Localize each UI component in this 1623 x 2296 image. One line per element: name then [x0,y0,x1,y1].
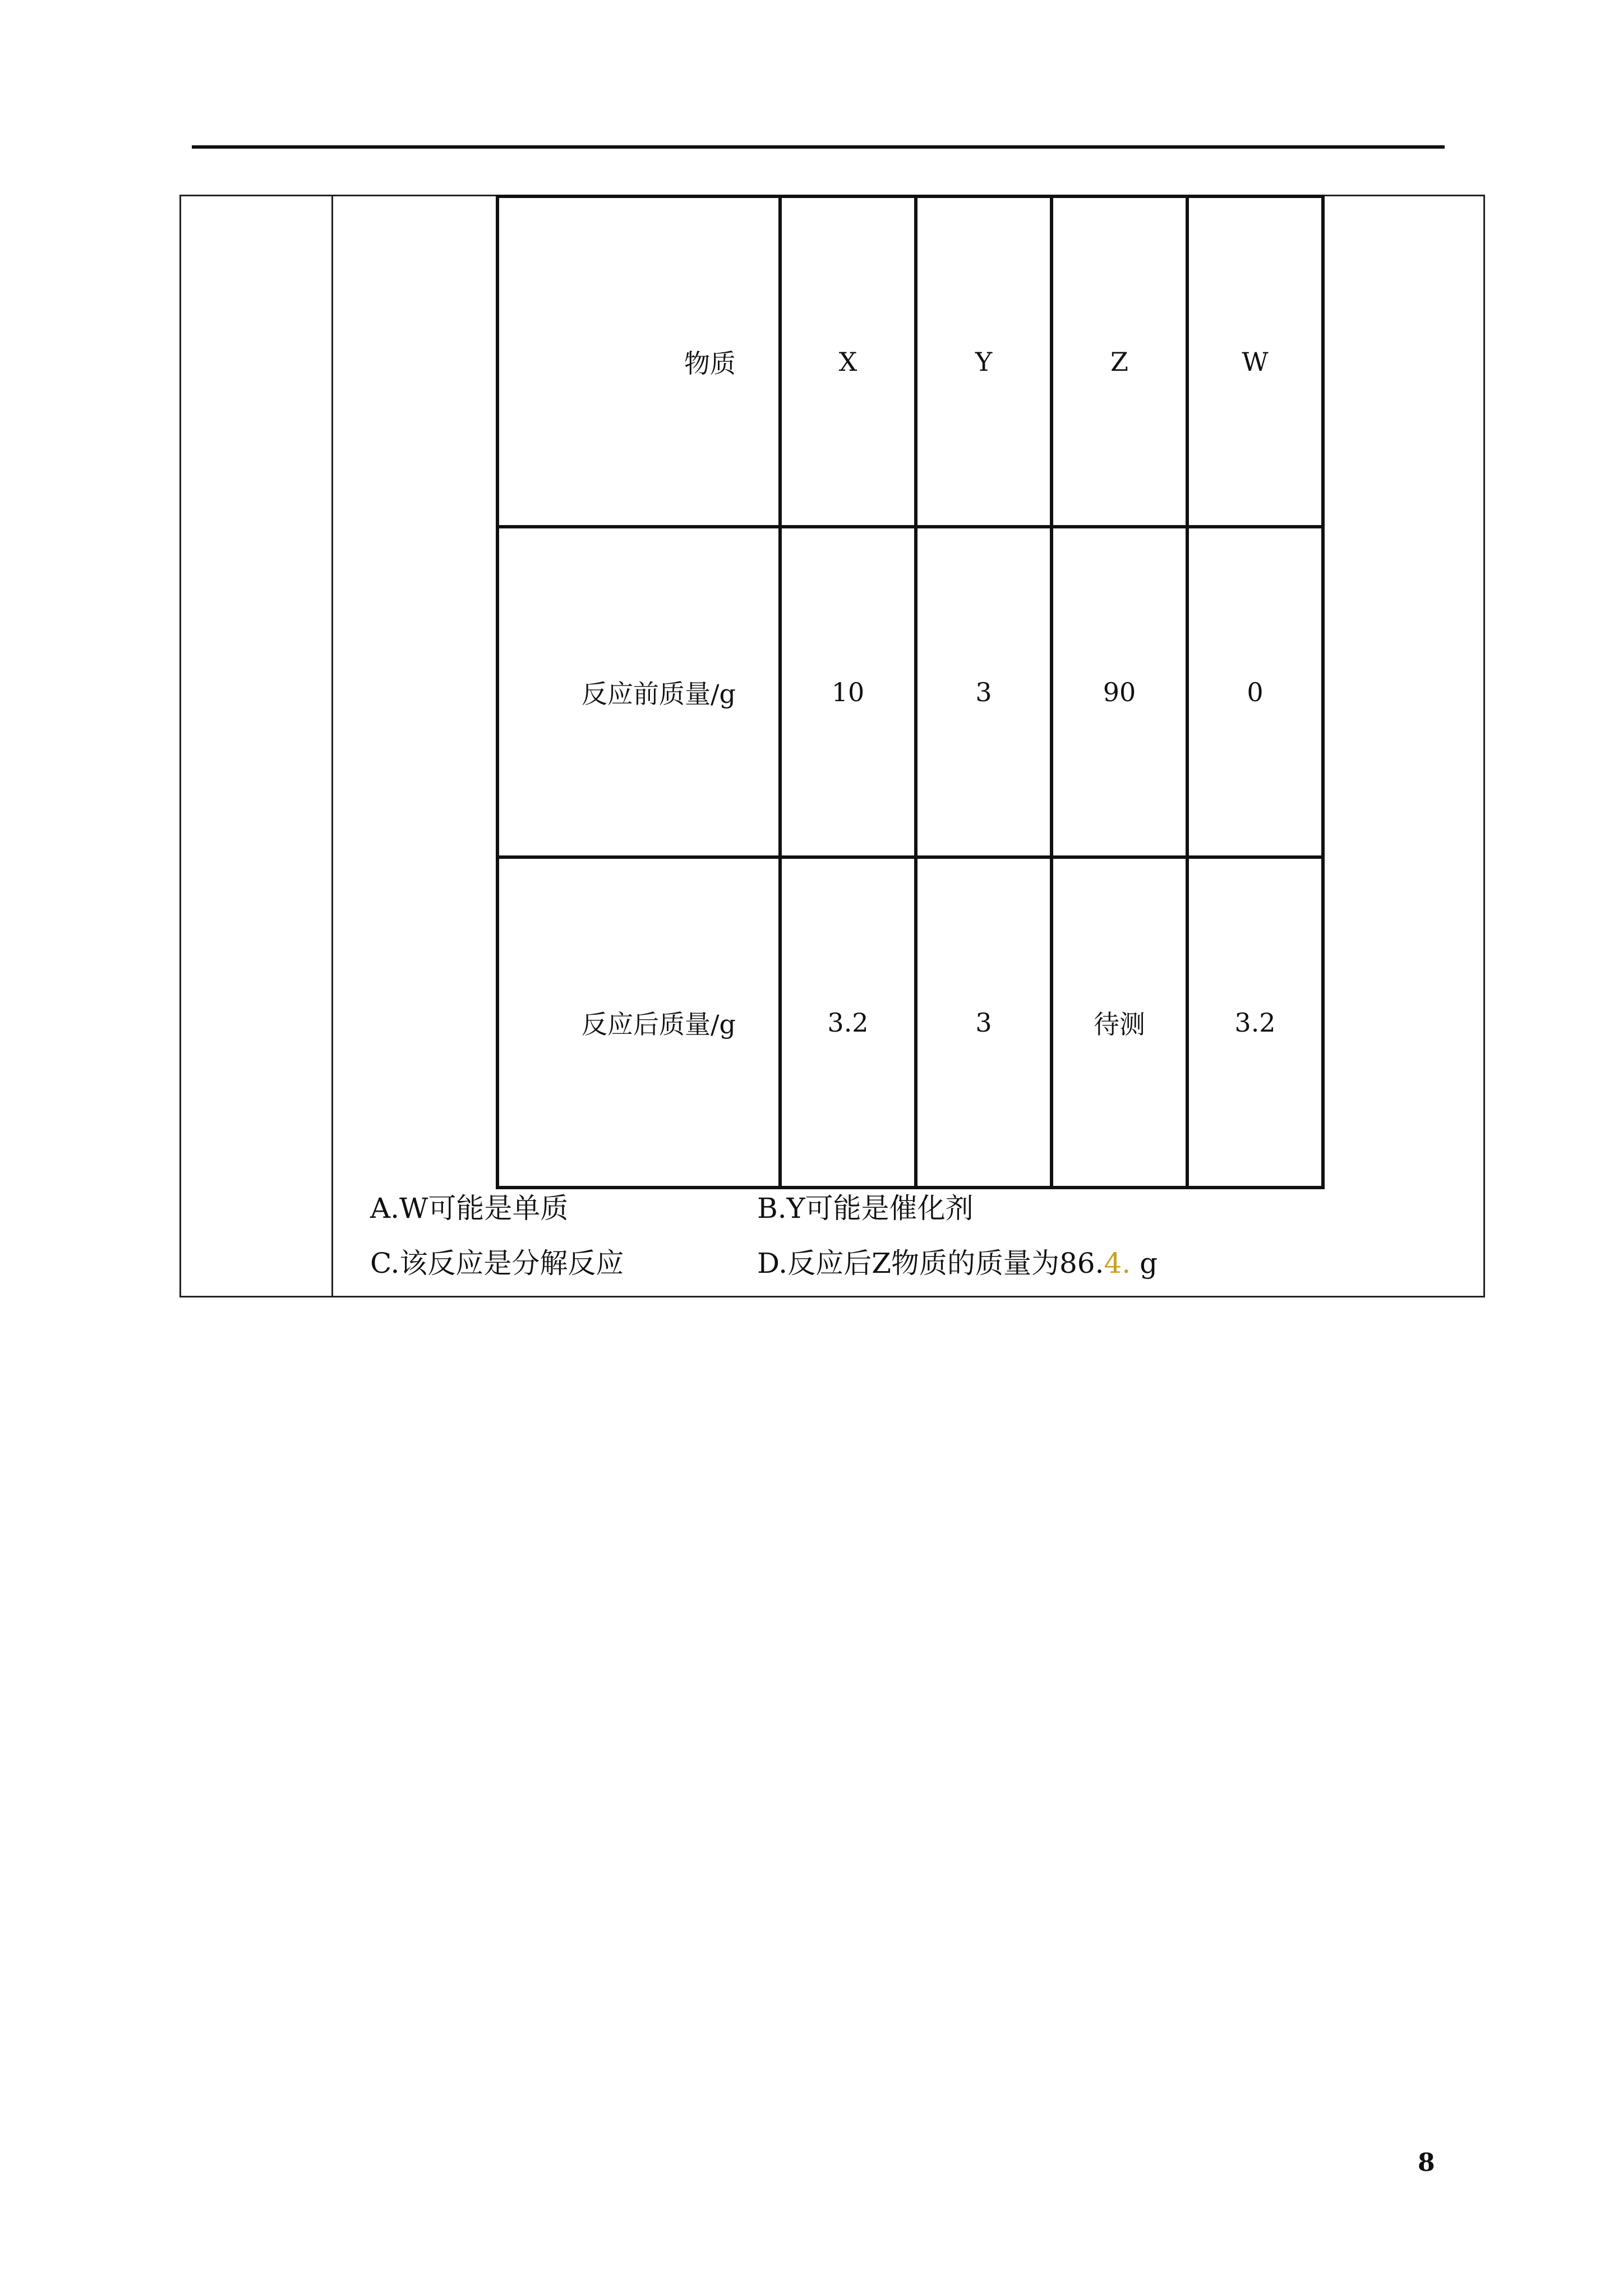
page-number: 8 [1418,2148,1435,2177]
header-cell: W [1187,196,1323,527]
table-header-row [497,196,1323,527]
header-cell: Y [916,196,1052,527]
option-a: A.W可能是单质 [370,1192,569,1225]
option-d-text: D.反应后Z物质的质量为86. [757,1247,1104,1280]
table-cell: 0 [1187,527,1323,857]
option-d-decimal: 4. [1104,1247,1131,1280]
option-b: B.Y可能是催化剂 [757,1192,974,1225]
option-d-unit: g [1131,1247,1158,1280]
option-c: C.该反应是分解反应 [370,1247,624,1280]
table-row [497,857,1323,1188]
header-cell: X [780,196,916,527]
row-label: 反应前质量/g [497,527,780,857]
header-rule [192,145,1445,149]
header-cell: Z [1052,196,1187,527]
table-cell: 待测 [1052,857,1187,1188]
option-d [757,1246,1158,1280]
frame-divider [331,196,333,1296]
table-cell: 3 [916,527,1052,857]
table-cell: 10 [780,527,916,857]
table-cell: 3 [916,857,1052,1188]
table-cell: 90 [1052,527,1187,857]
header-cell: 物质 [497,196,780,527]
mass-table [496,195,1325,1189]
table-row [497,527,1323,857]
table-cell: 3.2 [780,857,916,1188]
table-cell: 3.2 [1187,857,1323,1188]
row-label: 反应后质量/g [497,857,780,1188]
